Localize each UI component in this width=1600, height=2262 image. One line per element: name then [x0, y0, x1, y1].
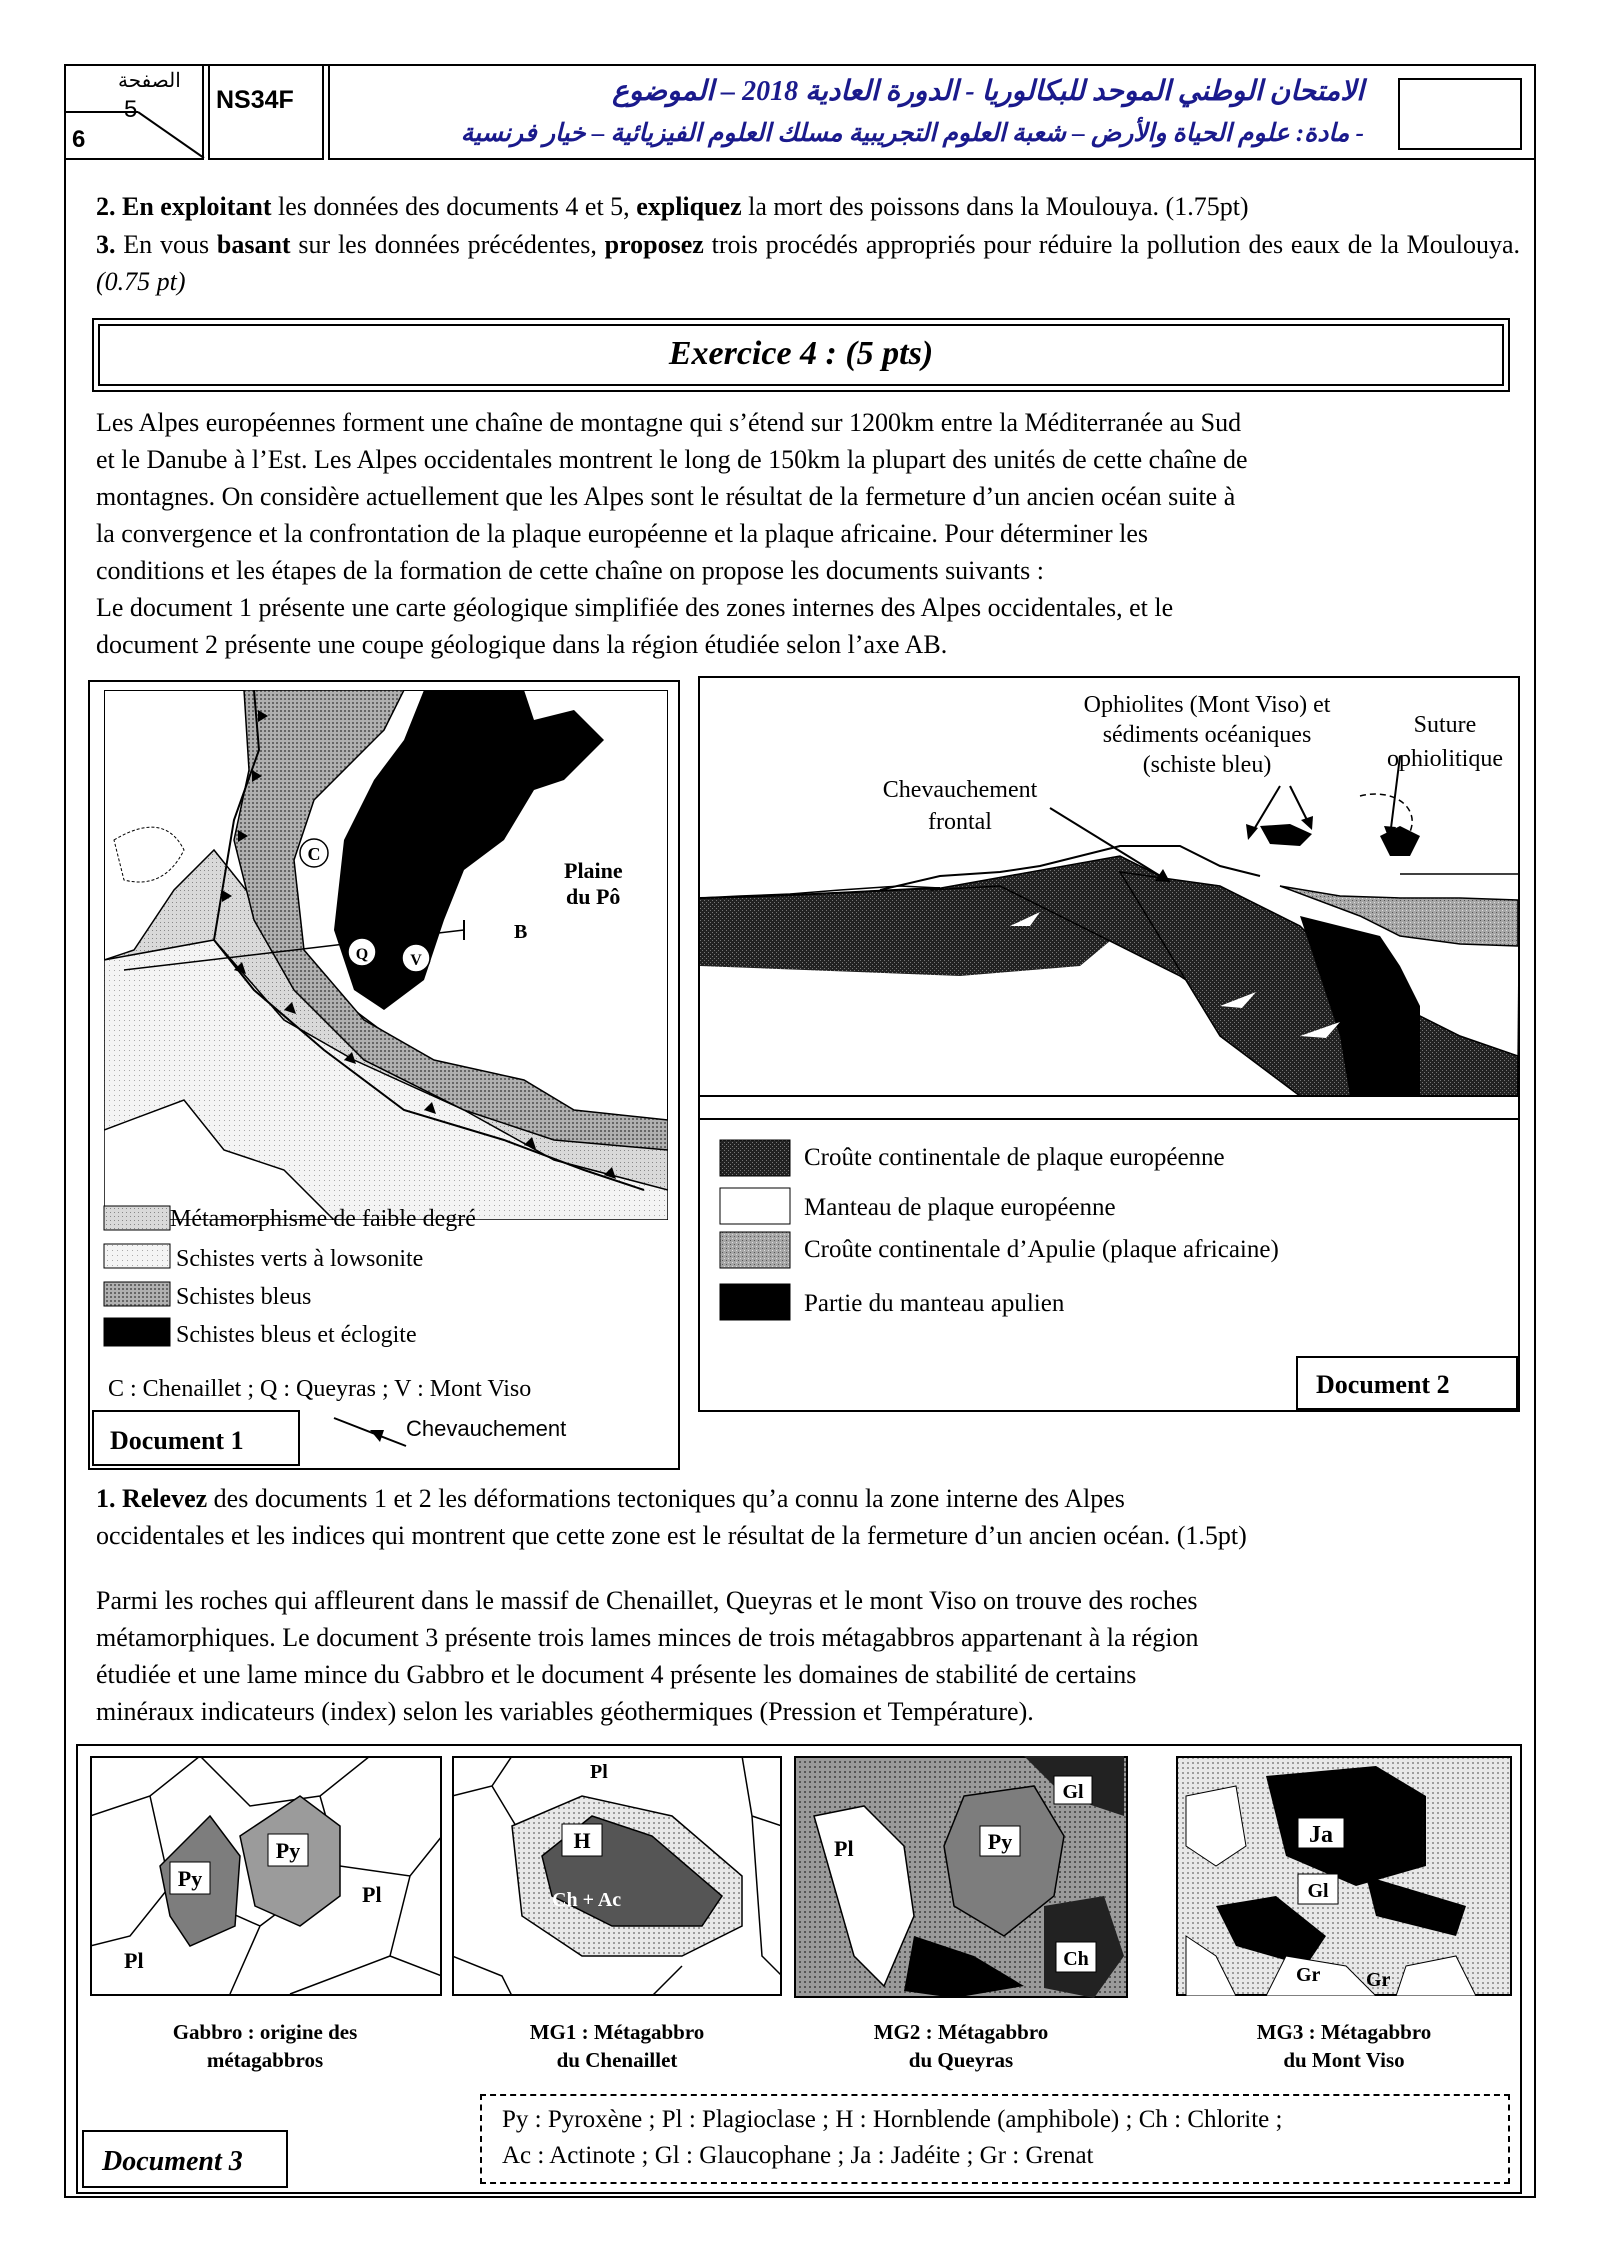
stamp-box — [1398, 78, 1522, 150]
svg-text:Py: Py — [275, 1838, 301, 1863]
doc1-key: C : Chenaillet ; Q : Queyras ; V : Mont Viso — [108, 1376, 532, 1402]
thrust-label: Chevauchement — [406, 1416, 567, 1441]
doc2-legend-2: Manteau de plaque européenne — [804, 1194, 1116, 1221]
thrust-symbol — [330, 1412, 410, 1452]
doc1-legend-swatches — [102, 1200, 174, 1350]
doc2-legend-4: Partie du manteau apulien — [804, 1290, 1065, 1317]
exam-title-line1: الامتحان الوطني الموحد للبكالوريا - الدورة العادية 2018 – الموضوع — [612, 76, 1364, 107]
svg-text:Pl: Pl — [124, 1948, 144, 1973]
map-label-plain: Plaine — [564, 858, 623, 883]
svg-text:Py: Py — [177, 1866, 203, 1891]
doc1-legend-2: Schistes verts à lowsonite — [176, 1246, 424, 1272]
question-2: 2. En exploitant les données des documents 4 et 5, expliquez la mort des poissons dans la Moulouya. (1.75pt) — [96, 192, 1249, 221]
caption-gabbro: Gabbro : origine des métagabbros — [172, 2020, 358, 2072]
document-1-label: Document 1 — [92, 1410, 300, 1466]
question-1: 1. Relevez des documents 1 et 2 les déformations tectoniques qu’a connu la zone interne des Alpes occidentales et les indices qui montrent que cette zone est le résultat de la fermeture d’un ancien océan. (1.5pt) — [96, 1484, 1247, 1550]
map-label-plain2: du Pô — [566, 884, 621, 909]
geological-map — [104, 690, 668, 1220]
thin-section-mg3 — [1176, 1756, 1512, 1996]
svg-text:Pl: Pl — [362, 1882, 382, 1907]
annotation-frontal-thrust: Chevauchement frontal — [882, 777, 1038, 835]
doc2-legend-3: Croûte continentale d’Apulie (plaque africaine) — [804, 1236, 1279, 1263]
annotation-ophiolites: Ophiolites (Mont Viso) et sédiments océaniques (schiste bleu) — [1083, 692, 1331, 778]
thin-section-gabbro — [90, 1756, 442, 1996]
svg-text:Ja: Ja — [1309, 1822, 1333, 1848]
exercise-title-box — [92, 318, 1510, 392]
svg-text:Pl: Pl — [834, 1836, 854, 1861]
exam-title-line2: - مادة: علوم الحياة والأرض – شعبة العلوم التجريبية مسلك العلوم الفيزيائية – خيار فرنسية — [460, 120, 1364, 147]
thin-section-mg1 — [452, 1756, 782, 1996]
doc2-legend-divider — [700, 1118, 1518, 1120]
exam-title-box — [328, 64, 1536, 160]
mineral-key: Py : Pyroxène ; Pl : Plagioclase ; H : Hornblende (amphibole) ; Ch : Chlorite ; Ac : Actinote ; Gl : Glaucophane ; Ja : Jadéite ; Gr : Grenat — [480, 2094, 1510, 2184]
page-label: الصفحة — [118, 70, 181, 92]
page-current: 5 — [124, 96, 138, 123]
svg-text:Ch: Ch — [1063, 1948, 1089, 1970]
svg-text:Gl: Gl — [1062, 1781, 1084, 1803]
map-label-v: V — [410, 952, 422, 969]
caption-mg2: MG2 : Métagabbro du Queyras — [873, 2020, 1049, 2072]
doc2-legend-1: Croûte continentale de plaque européenne — [804, 1144, 1225, 1171]
page-number-box — [64, 64, 204, 160]
annotation-suture: Suture ophiolitique — [1387, 712, 1503, 772]
svg-text:Gr: Gr — [1296, 1964, 1321, 1986]
svg-text:Py: Py — [987, 1829, 1013, 1854]
map-label-c: C — [307, 844, 321, 864]
svg-text:H: H — [573, 1828, 591, 1853]
doc2-legend-swatches — [718, 1136, 794, 1326]
doc1-legend-4: Schistes bleus et éclogite — [176, 1322, 417, 1348]
exam-code: NS34F — [208, 64, 324, 160]
map-label-q: Q — [355, 946, 369, 963]
svg-text:Gr: Gr — [1366, 1969, 1391, 1991]
doc1-legend-3: Schistes bleus — [176, 1284, 312, 1310]
svg-text:Gl: Gl — [1307, 1880, 1329, 1902]
caption-mg3: MG3 : Métagabbro du Mont Viso — [1256, 2020, 1432, 2072]
page-total: 6 — [72, 126, 86, 153]
caption-mg1: MG1 : Métagabbro du Chenaillet — [529, 2020, 705, 2072]
document-3-label: Document 3 — [82, 2130, 288, 2188]
paragraph-2: Parmi les roches qui affleurent dans le massif de Chenaillet, Queyras et le mont Viso on trouve des roches métamorphiques. Le document 3 présente trois lames minces de trois métagabbros appartenant à la région étudiée et une lame mince du Gabbro et le document 4 présente les domaines de stabilité de certains minéraux indicateurs (index) selon les variables géothermiques (Pression et Température). — [96, 1586, 1199, 1726]
exercise-title: Exercice 4 : (5 pts) — [98, 324, 1504, 386]
thin-section-mg2 — [794, 1756, 1128, 1998]
map-label-b: B — [514, 921, 528, 943]
document-2-label: Document 2 — [1296, 1356, 1518, 1410]
question-3: 3. En vous basant sur les données précédentes, proposez trois procédés appropriés pour réduire la pollution des eaux de la Moulouya. (0.75 pt) — [96, 230, 1521, 296]
intro-paragraph: Les Alpes européennes forment une chaîne de montagne qui s’étend sur 1200km entre la Méditerranée au Sud et le Danube à l’Est. Les Alpes occidentales montrent le long de 150km la plupart des unités de cette chaîne de montagnes. On considère actuellement que les Alpes sont le résultat de la fermeture d’un ancien océan suite à la convergence et la confrontation de la plaque européenne et la plaque africaine. Pour déterminer les conditions et les étapes de la formation de cette chaîne on propose les documents suivants : Le document 1 présente une carte géologique simplifiée des zones internes des Alpes occidentales, et le document 2 présente une coupe géologique dans la région étudiée selon l’axe AB. — [96, 408, 1248, 659]
svg-text:Pl: Pl — [590, 1761, 608, 1783]
doc1-legend-1: Métamorphisme de faible degré — [170, 1206, 476, 1232]
svg-text:Ch + Ac: Ch + Ac — [552, 1889, 622, 1911]
